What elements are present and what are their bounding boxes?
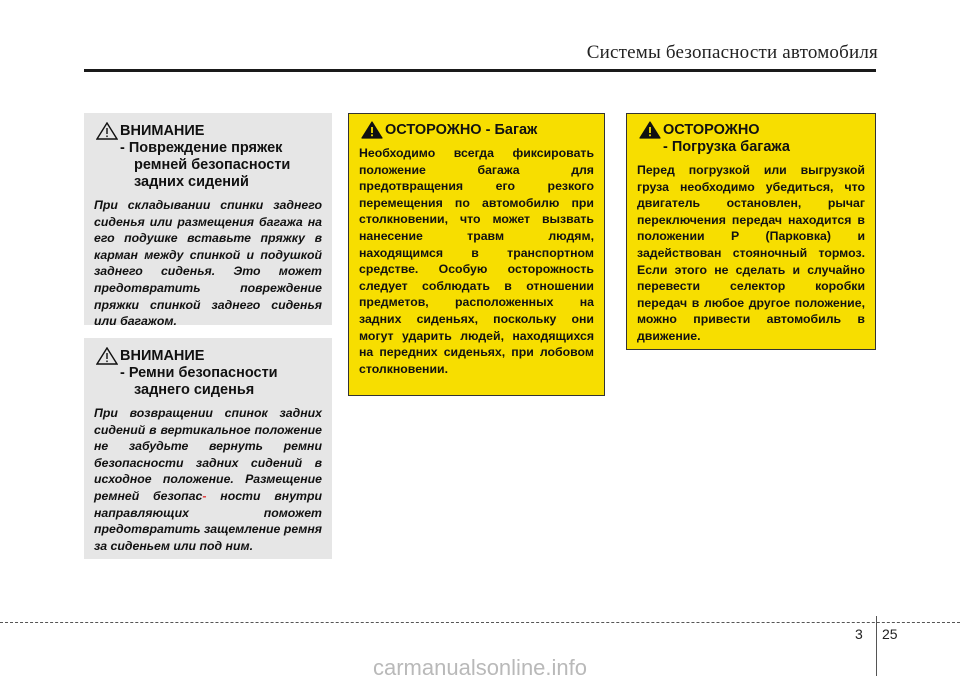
caution-title: ОСТОРОЖНО [663, 122, 760, 138]
notice-title: ВНИМАНИЕ [120, 123, 205, 139]
caution-title-row [359, 122, 594, 139]
caution-box-loading [626, 113, 876, 350]
page-header-title: Системы безопасности автомобиля [586, 42, 878, 63]
page-number: 25 [882, 626, 898, 642]
watermark-text: carmanualsonline.info [372, 655, 588, 680]
notice-subtitle-line: - Ремни безопасности [120, 365, 278, 381]
footer-dashed-rule [0, 622, 960, 623]
warning-outline-triangle-icon [96, 347, 118, 365]
caution-title: ОСТОРОЖНО - Багаж [385, 122, 538, 138]
notice-title-row [94, 348, 322, 365]
caution-title-row [637, 122, 865, 139]
notice-box-buckles [84, 113, 332, 329]
notice-body-main: При возвращении спинок задних сидений в вертикальное положение не забудьте вернуть ремни безопасности задних сидений в исходное положение. Размещение ремней безопас [94, 406, 322, 503]
caution-box-luggage [348, 113, 605, 396]
caution-subtitle: - Погрузка багажа [663, 139, 790, 155]
hyphen-mark: - [202, 488, 207, 503]
notice-subtitle-line: - Повреждение пряжек [120, 140, 283, 156]
header-rule [84, 69, 876, 72]
caution-body: Перед погрузкой или выгрузкой груза необходимо убедиться, что двигатель остановлен, рычаг переключения передач находится в положении P (Парковка) и задействован стояночный тормоз. Если этого не сделать и случайно перевести селектор коробки передач в любое другое положение, можно привести автомобиль в движение. [637, 163, 865, 343]
notice-box-rear-belts [84, 338, 332, 559]
notice-subtitle-line: ремней безопасности [134, 157, 291, 173]
notice-body [94, 405, 322, 554]
notice-title-row [94, 123, 322, 140]
notice-body-tail: ности внутри направляющих поможет предотвратить защемление ремня за сиденьем или под ним. [94, 488, 322, 553]
notice-subtitle-line: задних сидений [134, 174, 249, 190]
warning-outline-triangle-icon [96, 122, 118, 140]
caution-body: Необходимо всегда фиксировать положение багажа для предотвращения его резкого перемещения по автомобилю при столкновении, что может вызвать нанесение травм людям, находящимся в транспортном средстве. Особую осторожность следует соблюдать в отношении предметов, расположенных на задних сиденьях, поскольку они могут ударить людей, находящихся на передних сиденьях, при лобовом столкновении. [359, 146, 594, 376]
notice-subtitle-line: заднего сиденья [134, 382, 255, 398]
warning-filled-triangle-icon [361, 121, 383, 139]
warning-filled-triangle-icon [639, 121, 661, 139]
notice-body: При складывании спинки заднего сиденья или размещения багажа на его подушке вставьте пряжку в карман между спинкой и подушкой заднего сиденья. Это может предотвратить повреждение пряжки спинкой заднего сиденья или багажом. [94, 198, 322, 329]
notice-title: ВНИМАНИЕ [120, 348, 205, 364]
chapter-number: 3 [855, 626, 863, 642]
